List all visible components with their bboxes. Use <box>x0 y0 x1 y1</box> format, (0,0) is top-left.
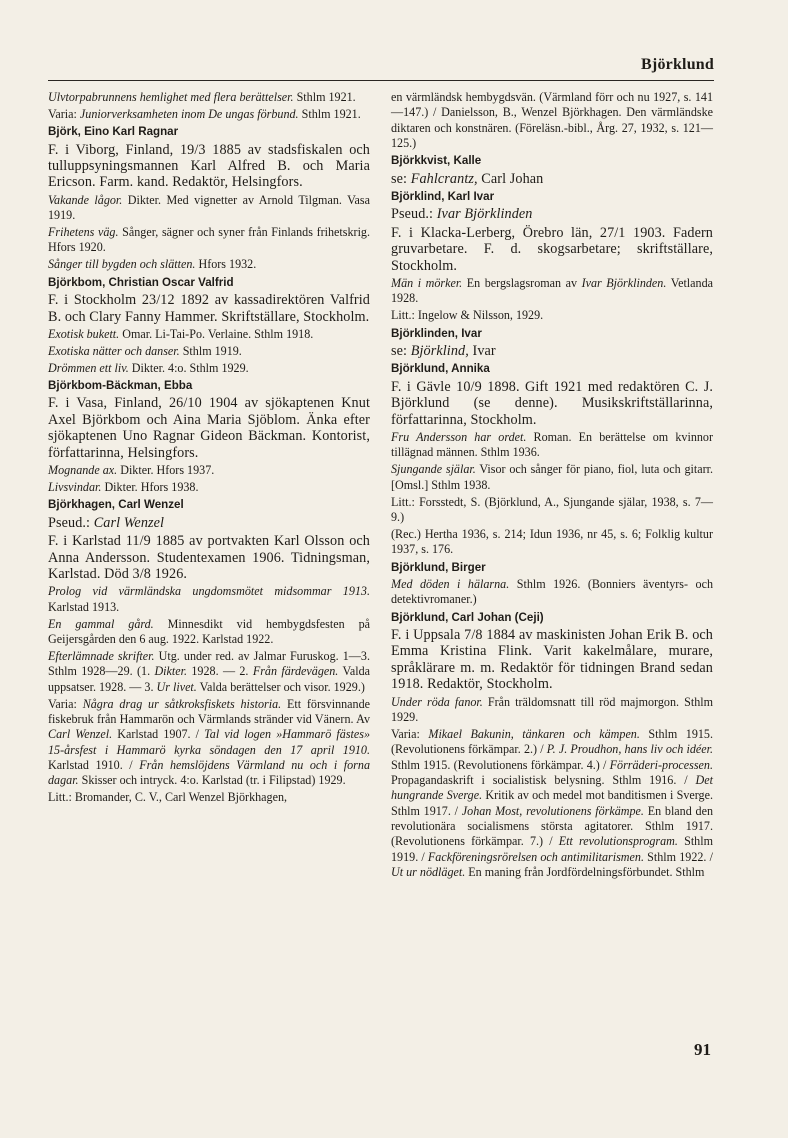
text-run: Minnesdikt vid hembygdsfesten på Geijersgården den 6 aug. 1922. Karlstad 1922. <box>48 616 370 646</box>
bio-paragraph <box>391 343 713 359</box>
italic-title: Björklind, <box>410 343 469 360</box>
entry-heading <box>391 189 713 204</box>
italic-title: Ivar Björklinden. <box>581 276 667 291</box>
reference-paragraph <box>48 584 370 615</box>
text-run: Sthlm 1919. / <box>391 834 713 864</box>
italic-title: Ulvtorpabrunnens hemlighet med flera berättelser. <box>48 90 294 104</box>
text-run: Pseud.: <box>48 514 94 531</box>
italic-title: Juniorverksamheten inom De ungas förbund. <box>79 106 299 121</box>
bio-paragraph <box>391 171 713 187</box>
text-run: Dikter. 4:o. Sthlm 1929. <box>128 360 249 375</box>
text-run: Björklind, Karl Ivar <box>391 190 495 204</box>
reference-paragraph <box>391 727 713 880</box>
text-run: Roman. En berättelse om kvinnor tillägnad männen. Sthlm 1936. <box>391 430 713 460</box>
italic-title: Carl Wenzel. <box>48 727 113 742</box>
bio-paragraph <box>48 292 370 325</box>
reference-paragraph <box>48 90 370 105</box>
text-run: Varia: <box>391 726 429 741</box>
text-run: Sånger, sägner och syner från Finlands frihetskrig. Hfors 1920. <box>48 225 370 255</box>
entry-heading <box>391 153 713 168</box>
text-run: Utg. under red. av Jalmar Furuskog. 1—3. Sthlm 1928—29. (1. <box>48 648 370 679</box>
italic-title: Prolog vid värmländska ungdomsmötet midsommar 1913. <box>48 584 370 599</box>
italic-title: Mikael Bakunin, tänkaren och kämpen. <box>428 726 640 741</box>
bio-paragraph <box>391 379 713 428</box>
text-run: Björkbom, Christian Oscar Valfrid <box>48 275 234 289</box>
reference-paragraph <box>391 308 713 323</box>
text-run: Omar. Li-Tai-Po. Verlaine. Sthlm 1918. <box>119 326 314 341</box>
reference-paragraph <box>48 344 370 359</box>
italic-title: Frihetens väg. <box>48 225 119 240</box>
italic-title: Ut ur nödläget. <box>391 864 466 879</box>
italic-title: Från hemslöjdens Värmland nu och i forna dagar. <box>48 757 370 788</box>
bio-paragraph <box>48 395 370 461</box>
text-run: Kritik av och medel mot banditismen i Sverge. Sthlm 1917. / <box>391 788 713 818</box>
text-run: Björklinden, Ivar <box>391 326 482 340</box>
text-run: Varia: <box>48 106 80 121</box>
text-run: Ett försvinnande fiskebruk från Hammarön och Värmlands stränder vid Vänern. Av <box>48 696 371 726</box>
text-run: Skisser och intryck. 4:o. Karlstad (tr. i Filipstad) 1929. <box>78 773 346 788</box>
text-run: Sthlm 1926. (Bonniers äventyrs- och detektivromaner.) <box>391 576 713 607</box>
reference-paragraph <box>391 276 713 307</box>
text-run: Björkbom-Bäckman, Ebba <box>48 379 193 393</box>
bio-paragraph <box>391 206 713 222</box>
italic-title: Förräderi-processen. <box>609 757 713 772</box>
reference-paragraph <box>48 257 370 272</box>
text-run: se: <box>391 343 411 360</box>
reference-paragraph <box>391 527 713 558</box>
text-run: Ivar <box>468 343 496 360</box>
italic-title: Carl Wenzel <box>93 514 165 531</box>
text-run: Karlstad 1907. / <box>112 727 205 742</box>
text-run: Litt.: Forsstedt, S. (Björklund, A., Sjungande själar, 1938, s. 7—9.) <box>391 494 713 524</box>
text-run: F. i Vasa, Finland, 26/10 1904 av sjökaptenen Knut Axel Björkbom och Aina Maria Sjöblom. Änka efter sjökaptenen Uno Ragnar Gideon Bäckman. Kontorist, författarinna, Helsingfors. <box>48 395 370 461</box>
right-column <box>391 90 713 882</box>
italic-title: En gammal gård. <box>48 616 154 631</box>
reference-paragraph <box>391 90 713 151</box>
text-run: Sthlm 1921. <box>293 90 356 104</box>
reference-paragraph <box>48 697 370 789</box>
text-run: se: <box>391 170 411 187</box>
italic-title: Ivar Björklinden <box>436 206 533 223</box>
text-run: En bergslagsroman av <box>462 276 582 291</box>
text-run: Björklund, Carl Johan (Ceji) <box>391 610 544 624</box>
italic-title: Exotiska nätter och danser. <box>48 343 180 358</box>
bio-paragraph <box>391 225 713 274</box>
text-run: Vetlanda 1928. <box>391 276 714 306</box>
text-run: en värmländsk hembygdsvän. (Värmland förr och nu 1927, s. 141—147.) / Danielsson, B., Wenzel Björkhagen. Den värmländske diktaren och konstnären. (Föreläsn.-bibl., Årg. 27, 1932, s. 121—125.) <box>391 90 713 151</box>
text-run: Björkkvist, Kalle <box>391 154 482 168</box>
entry-heading <box>391 560 713 575</box>
reference-paragraph <box>48 225 370 256</box>
entry-heading <box>48 124 370 139</box>
italic-title: Några drag ur såtkroksfiskets historia. <box>82 696 282 711</box>
text-run: Sthlm 1919. <box>179 343 242 358</box>
text-run: Visor och sånger för piano, fiol, luta och gitarr. [Omsl.] Sthlm 1938. <box>391 462 713 492</box>
italic-title: Med döden i hälarna. <box>391 576 510 591</box>
text-run: Sthlm 1921. <box>298 106 361 121</box>
running-head-title: Björklund <box>641 56 714 73</box>
text-run: Karlstad 1910. / <box>48 757 140 772</box>
text-run: Från träldomsnatt till röd majmorgon. Sthlm 1929. <box>391 694 714 724</box>
text-run: Dikter. Med vignetter av Arnold Tilgman. Vasa 1919. <box>48 192 370 223</box>
reference-paragraph <box>48 617 370 648</box>
text-run: Hfors 1932. <box>195 257 257 272</box>
text-run: F. i Stockholm 23/12 1892 av kassadirektören Valfrid B. och Clary Fanny Hammer. Skriftställare, Stockholm. <box>48 292 370 325</box>
text-run: Björkhagen, Carl Wenzel <box>48 498 184 512</box>
text-run: Sthlm 1915. (Revolutionens förkämpar. 2.) / <box>391 726 713 757</box>
reference-paragraph <box>48 463 370 478</box>
italic-title: Män i mörker. <box>391 276 463 291</box>
reference-paragraph <box>391 462 713 493</box>
text-run: Karlstad 1913. <box>48 599 120 614</box>
italic-title: P. J. Proudhon, hans liv och idéer. <box>546 742 713 757</box>
italic-title: Fackföreningsrörelsen och antimilitarismen. <box>427 849 644 864</box>
text-run: Sthlm 1922. / <box>643 849 713 864</box>
entry-heading <box>391 361 713 376</box>
text-run: Litt.: Bromander, C. V., Carl Wenzel Björkhagen, <box>48 790 288 805</box>
italic-title: Drömmen ett liv. <box>48 360 129 375</box>
italic-title: Ett revolutionsprogram. <box>558 834 678 849</box>
italic-title: Ur livet. <box>156 679 197 694</box>
text-run: F. i Klacka-Lerberg, Örebro län, 27/1 1903. Fadern gruvarbetare. F. d. skogsarbetare; skriftställare, Stockholm. <box>391 224 713 274</box>
italic-title: Tal vid logen »Hammarö fästes» 15-årsfest i Hammarö kyrka söndagen den 17 april 1910. <box>48 727 371 757</box>
italic-title: Johan Most, revolutionens förkämpe. <box>461 803 644 818</box>
text-run: (Rec.) Hertha 1936, s. 214; Idun 1936, nr 45, s. 6; Folklig kultur 1937, s. 176. <box>391 526 713 557</box>
italic-title: Fru Andersson har ordet. <box>391 430 527 445</box>
italic-title: Livsvindar. <box>48 480 102 495</box>
reference-paragraph <box>391 695 713 726</box>
italic-title: Fahlcrantz, <box>410 170 478 187</box>
text-run: Valda berättelser och visor. 1929.) <box>196 679 365 694</box>
text-run: Björklund, Birger <box>391 560 486 574</box>
entry-heading <box>48 275 370 290</box>
text-run: En maning från Jordfördelningsförbundet. Sthlm <box>465 864 705 879</box>
bio-paragraph <box>48 142 370 191</box>
text-run: F. i Karlstad 11/9 1885 av portvakten Karl Olsson och Anna Andersson. Studentexamen 1906. Tidningsman, Karlstad. Död 3/8 1926. <box>48 533 370 582</box>
reference-paragraph <box>48 107 370 122</box>
italic-title: Från färdevägen. <box>252 664 339 679</box>
reference-paragraph <box>48 790 370 805</box>
left-column <box>48 90 370 807</box>
text-run: F. i Viborg, Finland, 19/3 1885 av stadsfiskalen och tulluppsyningsmannen Karl Alfred B. och Maria Ericson. Farm. kand. Redaktör, Helsingfors. <box>48 141 370 191</box>
bio-paragraph <box>48 533 370 582</box>
entry-heading <box>391 326 713 341</box>
text-run: Carl Johan <box>477 170 544 187</box>
reference-paragraph <box>48 649 370 695</box>
text-run: Dikter. Hfors 1938. <box>101 480 199 495</box>
text-run: Pseud.: <box>391 206 437 223</box>
entry-heading <box>48 497 370 512</box>
text-run: Varia: <box>48 696 83 711</box>
italic-title: Det hungrande Sverge. <box>391 772 713 803</box>
reference-paragraph <box>48 193 370 224</box>
italic-title: Sånger till bygden och slätten. <box>48 257 196 272</box>
text-run: Björklund, Annika <box>391 362 490 376</box>
text-run: Valda uppsatser. 1928. — 3. <box>48 664 371 694</box>
text-run: En bland den revolutionära socialismens största agitatorer. Sthlm 1917. (Revolutionens förkämpar. 7.) / <box>391 803 714 849</box>
italic-title: Under röda fanor. <box>391 694 483 709</box>
text-run: Propagandaskrift i socialistisk belysning. Sthlm 1916. / <box>391 772 696 787</box>
reference-paragraph <box>391 577 713 608</box>
bio-paragraph <box>391 627 713 693</box>
reference-paragraph <box>391 495 713 526</box>
reference-paragraph <box>48 361 370 376</box>
text-run: Sthlm 1915. (Revolutionens förkämpar. 4.) / <box>391 757 610 772</box>
bio-paragraph <box>48 515 370 531</box>
reference-paragraph <box>48 327 370 342</box>
page-number: 91 <box>694 1040 711 1059</box>
text-run: Björk, Eino Karl Ragnar <box>48 125 179 139</box>
italic-title: Mognande ax. <box>48 463 118 478</box>
italic-title: Dikter. <box>154 664 188 679</box>
entry-heading <box>391 610 713 625</box>
entry-heading <box>48 378 370 393</box>
text-run: Dikter. Hfors 1937. <box>117 463 215 478</box>
italic-title: Sjungande själar. <box>391 462 476 477</box>
running-header <box>48 56 714 81</box>
text-run: F. i Uppsala 7/8 1884 av maskinisten Johan Erik B. och Emma Kristina Flink. Varit kakelmålare, murare, språklärare m. m. Redaktör för tidningen Brand sedan 1918. Redaktör, Stockholm. <box>391 626 713 693</box>
italic-title: Exotisk bukett. <box>48 326 120 341</box>
reference-paragraph <box>391 430 713 461</box>
italic-title: Efterlämnade skrifter. <box>48 648 155 663</box>
reference-paragraph <box>48 480 370 495</box>
text-run: 1928. — 2. <box>187 664 253 679</box>
italic-title: Vakande lågor. <box>48 192 123 207</box>
text-run: Litt.: Ingelow & Nilsson, 1929. <box>391 308 544 323</box>
text-run: F. i Gävle 10/9 1898. Gift 1921 med redaktören C. J. Björklund (se denne). Musikskriftställarinna, författarinna, Stockholm. <box>391 378 713 428</box>
